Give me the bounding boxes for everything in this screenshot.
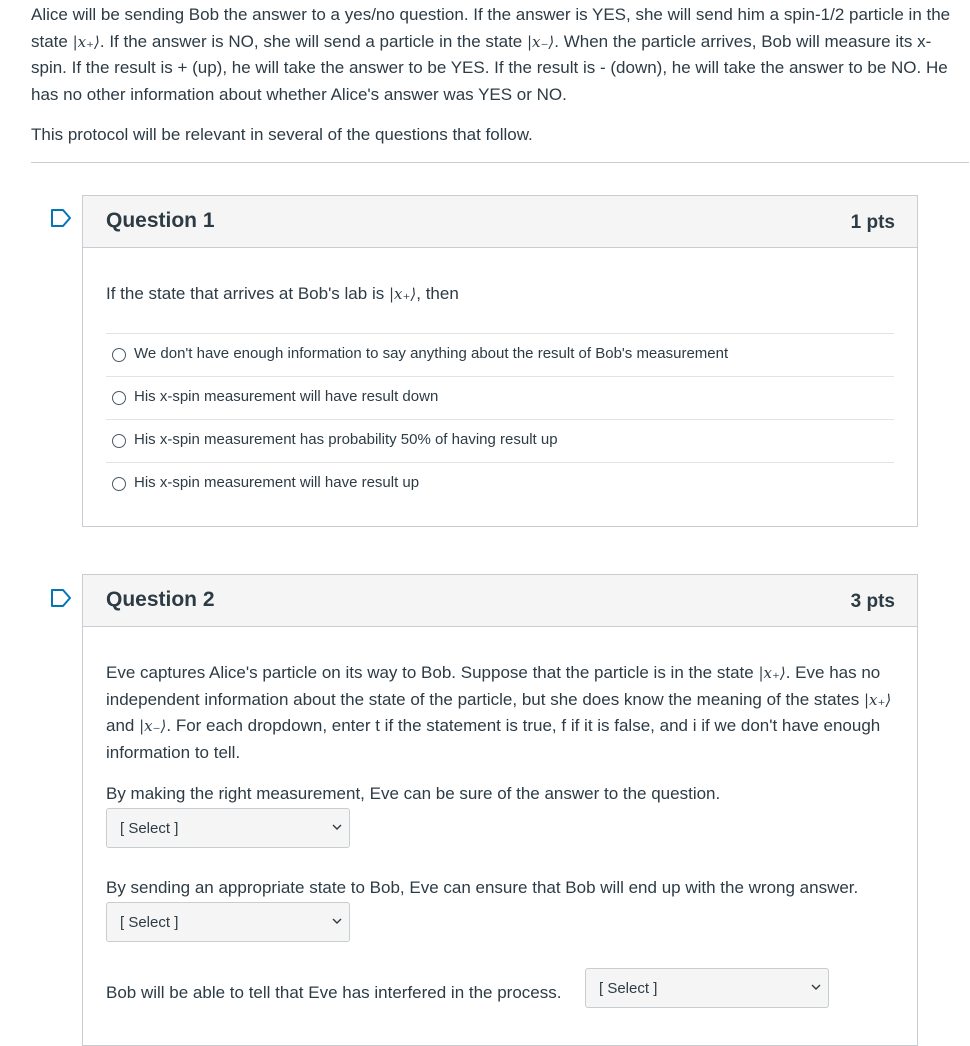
chevron-down-icon: [331, 821, 343, 833]
intro-text: [31, 2, 961, 149]
flag-question-icon[interactable]: [50, 589, 72, 607]
question-1: [82, 195, 918, 527]
answer-option[interactable]: [106, 462, 894, 505]
answer-list: [106, 333, 894, 505]
statement-2: By sending an appropriate state to Bob, Eve can ensure that Bob will end up with the wrong answer.: [106, 878, 859, 897]
answer-option[interactable]: [106, 419, 894, 462]
radio-button[interactable]: [112, 391, 126, 405]
question-1-points: 1 pts: [850, 212, 895, 233]
question-2-points: 3 pts: [850, 591, 895, 612]
question-1-header: [83, 196, 917, 248]
answer-label: His x-spin measurement will have result down: [134, 388, 439, 405]
intro-paragraph-1: Alice will be sending Bob the answer to a yes/no question. If the answer is YES, she will send him a spin-1/2 particle in the state |x₊⟩. If the answer is NO, she will send a particle in the state |x₋⟩. When the particle arrives, Bob will measure its x-spin. If the result is + (up), he will take the answer to be YES. If the result is - (down), he will take the answer to be NO. He has no other information about whether Alice's answer was YES or NO.: [31, 5, 951, 105]
question-1-title: Question 1: [106, 209, 215, 232]
answer-label: His x-spin measurement will have result up: [134, 474, 420, 491]
chevron-down-icon: [331, 915, 343, 927]
ket-x-plus: |x₊⟩: [388, 285, 417, 303]
ket-x-minus: |x₋⟩: [139, 717, 167, 736]
ket-x-plus: |x₊⟩: [72, 32, 100, 51]
statement-1: By making the right measurement, Eve can be sure of the answer to the question.: [106, 784, 721, 803]
statement-2-select[interactable]: [ Select ]: [106, 902, 350, 942]
statement-3: Bob will be able to tell that Eve has interfered in the process.: [106, 983, 562, 1002]
answer-option[interactable]: [106, 376, 894, 419]
question-2: [82, 574, 918, 1046]
intro-paragraph-2: This protocol will be relevant in several of the questions that follow.: [31, 124, 533, 144]
radio-button[interactable]: [112, 348, 126, 362]
question-2-header: [83, 575, 917, 627]
question-1-text: If the state that arrives at Bob's lab is |x₊⟩, then: [106, 284, 459, 303]
statement-1-select[interactable]: [ Select ]: [106, 808, 350, 848]
radio-button[interactable]: [112, 477, 126, 491]
answer-label: We don't have enough information to say anything about the result of Bob's measurement: [134, 345, 729, 362]
flag-question-icon[interactable]: [50, 209, 72, 227]
ket-x-plus: |x₊⟩: [863, 690, 892, 709]
question-2-title: Question 2: [106, 588, 215, 611]
answer-label: His x-spin measurement has probability 50% of having result up: [134, 431, 558, 448]
ket-x-plus: |x₊⟩: [758, 664, 786, 682]
ket-x-minus: |x₋⟩: [526, 32, 555, 51]
statement-3-select[interactable]: [ Select ]: [585, 968, 829, 1008]
question-2-text: Eve captures Alice's particle on its way to Bob. Suppose that the particle is in the state |x₊⟩. Eve has no independent information about the state of the particle, but she does know the meaning of the states |x₊⟩ and |x₋⟩. For each dropdown, enter t if the statement is true, f if it is false, and i if we don't have enough information to tell.: [106, 663, 892, 763]
radio-button[interactable]: [112, 434, 126, 448]
chevron-down-icon: [810, 981, 822, 993]
divider: [31, 162, 969, 163]
answer-option[interactable]: [106, 333, 894, 376]
